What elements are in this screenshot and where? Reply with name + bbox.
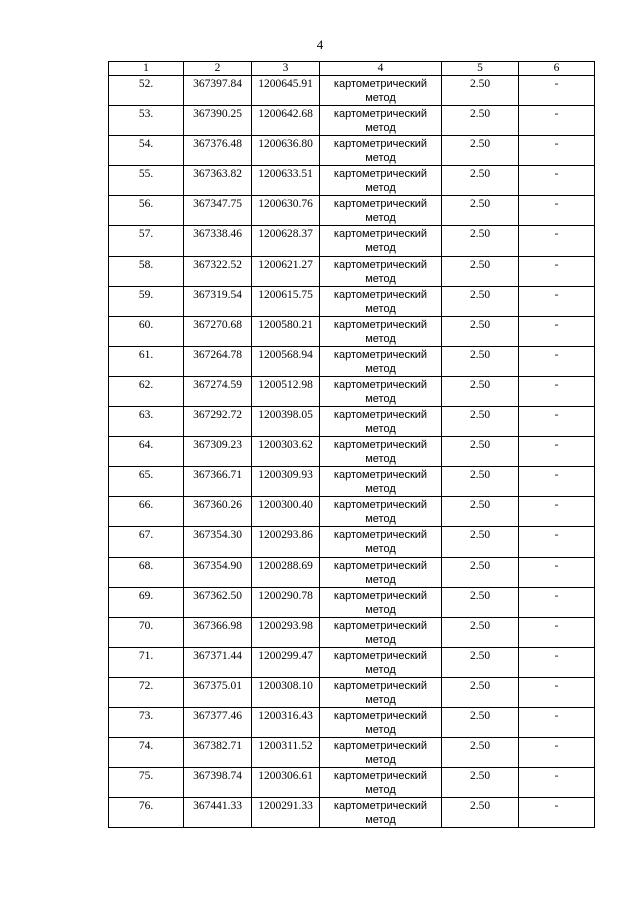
point-number-cell: 76.: [109, 798, 184, 828]
method-line-2: метод: [365, 723, 396, 736]
method-cell: [320, 677, 442, 707]
point-number-cell: 72.: [109, 677, 184, 707]
x-coordinate-cell: 367319.54: [184, 286, 252, 316]
column-header: 4: [320, 62, 442, 76]
table-row: [109, 647, 595, 677]
table-row: [109, 256, 595, 286]
x-coordinate-cell: 367347.75: [184, 196, 252, 226]
x-coordinate-cell: 367322.52: [184, 256, 252, 286]
column-header: 6: [519, 62, 595, 76]
accuracy-cell: 2.50: [442, 407, 519, 437]
x-coordinate-cell: 367371.44: [184, 647, 252, 677]
point-number-cell: 54.: [109, 136, 184, 166]
point-number-cell: 62.: [109, 376, 184, 406]
accuracy-cell: 2.50: [442, 346, 519, 376]
method-line-1: картометрический: [333, 198, 428, 211]
point-number-cell: 61.: [109, 346, 184, 376]
accuracy-cell: 2.50: [442, 677, 519, 707]
table-row: [109, 136, 595, 166]
method-line-2: метод: [365, 573, 396, 586]
table-row: [109, 376, 595, 406]
method-line-2: метод: [365, 543, 396, 556]
accuracy-cell: 2.50: [442, 617, 519, 647]
description-cell: -: [519, 587, 595, 617]
method-line-2: метод: [365, 453, 396, 466]
y-coordinate-cell: 1200303.62: [252, 437, 320, 467]
table-row: [109, 617, 595, 647]
x-coordinate-cell: 367270.68: [184, 316, 252, 346]
y-coordinate-cell: 1200293.98: [252, 617, 320, 647]
method-line-2: метод: [365, 663, 396, 676]
description-cell: -: [519, 76, 595, 106]
accuracy-cell: 2.50: [442, 587, 519, 617]
y-coordinate-cell: 1200645.91: [252, 76, 320, 106]
accuracy-cell: 2.50: [442, 106, 519, 136]
method-cell: [320, 196, 442, 226]
y-coordinate-cell: 1200306.61: [252, 768, 320, 798]
method-line-2: метод: [365, 182, 396, 195]
method-line-2: метод: [365, 302, 396, 315]
method-line-1: картометрический: [333, 108, 428, 121]
accuracy-cell: 2.50: [442, 166, 519, 196]
method-line-1: картометрический: [333, 770, 428, 783]
method-line-1: картометрический: [333, 228, 428, 241]
table-row: [109, 738, 595, 768]
method-cell: [320, 527, 442, 557]
description-cell: -: [519, 256, 595, 286]
point-number-cell: 57.: [109, 226, 184, 256]
y-coordinate-cell: 1200316.43: [252, 707, 320, 737]
accuracy-cell: 2.50: [442, 256, 519, 286]
method-line-1: картометрический: [333, 679, 428, 692]
y-coordinate-cell: 1200290.78: [252, 587, 320, 617]
method-line-1: картометрический: [333, 800, 428, 813]
table-row: [109, 166, 595, 196]
description-cell: -: [519, 677, 595, 707]
method-cell: [320, 617, 442, 647]
method-line-2: метод: [365, 152, 396, 165]
x-coordinate-cell: 367354.90: [184, 557, 252, 587]
point-number-cell: 58.: [109, 256, 184, 286]
method-line-2: метод: [365, 332, 396, 345]
x-coordinate-cell: 367441.33: [184, 798, 252, 828]
x-coordinate-cell: 367309.23: [184, 437, 252, 467]
table-row: [109, 76, 595, 106]
point-number-cell: 75.: [109, 768, 184, 798]
method-line-1: картометрический: [333, 499, 428, 512]
y-coordinate-cell: 1200633.51: [252, 166, 320, 196]
description-cell: -: [519, 467, 595, 497]
method-cell: [320, 226, 442, 256]
description-cell: -: [519, 316, 595, 346]
method-line-2: метод: [365, 784, 396, 797]
y-coordinate-cell: 1200293.86: [252, 527, 320, 557]
accuracy-cell: 2.50: [442, 768, 519, 798]
x-coordinate-cell: 367362.50: [184, 587, 252, 617]
method-line-1: картометрический: [333, 348, 428, 361]
accuracy-cell: 2.50: [442, 557, 519, 587]
y-coordinate-cell: 1200630.76: [252, 196, 320, 226]
point-number-cell: 69.: [109, 587, 184, 617]
method-cell: [320, 407, 442, 437]
method-cell: [320, 557, 442, 587]
y-coordinate-cell: 1200568.94: [252, 346, 320, 376]
y-coordinate-cell: 1200299.47: [252, 647, 320, 677]
description-cell: -: [519, 346, 595, 376]
point-number-cell: 56.: [109, 196, 184, 226]
x-coordinate-cell: 367377.46: [184, 707, 252, 737]
method-cell: [320, 256, 442, 286]
point-number-cell: 64.: [109, 437, 184, 467]
description-cell: -: [519, 527, 595, 557]
y-coordinate-cell: 1200642.68: [252, 106, 320, 136]
accuracy-cell: 2.50: [442, 136, 519, 166]
point-number-cell: 70.: [109, 617, 184, 647]
point-number-cell: 52.: [109, 76, 184, 106]
method-line-2: метод: [365, 122, 396, 135]
description-cell: -: [519, 286, 595, 316]
x-coordinate-cell: 367338.46: [184, 226, 252, 256]
y-coordinate-cell: 1200309.93: [252, 467, 320, 497]
method-cell: [320, 166, 442, 196]
column-header: 1: [109, 62, 184, 76]
method-cell: [320, 76, 442, 106]
description-cell: -: [519, 617, 595, 647]
point-number-cell: 65.: [109, 467, 184, 497]
description-cell: -: [519, 196, 595, 226]
method-line-1: картометрический: [333, 469, 428, 482]
x-coordinate-cell: 367376.48: [184, 136, 252, 166]
method-line-1: картометрический: [333, 529, 428, 542]
table-row: [109, 106, 595, 136]
y-coordinate-cell: 1200628.37: [252, 226, 320, 256]
description-cell: -: [519, 647, 595, 677]
accuracy-cell: 2.50: [442, 196, 519, 226]
method-line-1: картометрический: [333, 709, 428, 722]
method-line-1: картометрический: [333, 409, 428, 422]
y-coordinate-cell: 1200621.27: [252, 256, 320, 286]
description-cell: -: [519, 437, 595, 467]
x-coordinate-cell: 367375.01: [184, 677, 252, 707]
point-number-cell: 74.: [109, 738, 184, 768]
point-number-cell: 53.: [109, 106, 184, 136]
table-row: [109, 497, 595, 527]
table-row: [109, 527, 595, 557]
table-row: [109, 677, 595, 707]
x-coordinate-cell: 367292.72: [184, 407, 252, 437]
description-cell: -: [519, 497, 595, 527]
description-cell: -: [519, 226, 595, 256]
accuracy-cell: 2.50: [442, 467, 519, 497]
y-coordinate-cell: 1200291.33: [252, 798, 320, 828]
x-coordinate-cell: 367382.71: [184, 738, 252, 768]
description-cell: -: [519, 166, 595, 196]
x-coordinate-cell: 367366.98: [184, 617, 252, 647]
accuracy-cell: 2.50: [442, 497, 519, 527]
y-coordinate-cell: 1200398.05: [252, 407, 320, 437]
method-line-1: картометрический: [333, 168, 428, 181]
description-cell: -: [519, 106, 595, 136]
table-row: [109, 196, 595, 226]
method-cell: [320, 587, 442, 617]
method-line-1: картометрический: [333, 78, 428, 90]
point-number-cell: 68.: [109, 557, 184, 587]
method-line-2: метод: [365, 693, 396, 706]
method-cell: [320, 707, 442, 737]
method-line-1: картометрический: [333, 138, 428, 151]
point-number-cell: 63.: [109, 407, 184, 437]
method-line-2: метод: [365, 272, 396, 285]
y-coordinate-cell: 1200300.40: [252, 497, 320, 527]
column-header: 5: [442, 62, 519, 76]
x-coordinate-cell: 367274.59: [184, 376, 252, 406]
point-number-cell: 60.: [109, 316, 184, 346]
method-line-2: метод: [365, 633, 396, 646]
table-row: [109, 226, 595, 256]
page-number: 4: [316, 37, 324, 52]
table-row: [109, 286, 595, 316]
header-row: [109, 62, 595, 76]
table-row: [109, 587, 595, 617]
x-coordinate-cell: 367397.84: [184, 76, 252, 106]
coordinates-table: [108, 61, 595, 828]
point-number-cell: 59.: [109, 286, 184, 316]
column-header: 2: [184, 62, 252, 76]
method-line-1: картометрический: [333, 318, 428, 331]
method-cell: [320, 376, 442, 406]
accuracy-cell: 2.50: [442, 738, 519, 768]
description-cell: -: [519, 136, 595, 166]
description-cell: -: [519, 557, 595, 587]
method-line-1: картометрический: [333, 649, 428, 662]
table-row: [109, 707, 595, 737]
accuracy-cell: 2.50: [442, 798, 519, 828]
y-coordinate-cell: 1200512.98: [252, 376, 320, 406]
column-header: 3: [252, 62, 320, 76]
method-cell: [320, 136, 442, 166]
method-cell: [320, 316, 442, 346]
x-coordinate-cell: 367360.26: [184, 497, 252, 527]
method-line-2: метод: [365, 513, 396, 526]
method-cell: [320, 286, 442, 316]
table-row: [109, 437, 595, 467]
accuracy-cell: 2.50: [442, 76, 519, 106]
table-row: [109, 798, 595, 828]
y-coordinate-cell: 1200636.80: [252, 136, 320, 166]
accuracy-cell: 2.50: [442, 647, 519, 677]
x-coordinate-cell: 367366.71: [184, 467, 252, 497]
method-line-2: метод: [365, 392, 396, 405]
method-cell: [320, 346, 442, 376]
accuracy-cell: 2.50: [442, 707, 519, 737]
method-line-1: картометрический: [333, 258, 428, 271]
point-number-cell: 66.: [109, 497, 184, 527]
method-line-2: метод: [365, 242, 396, 255]
point-number-cell: 73.: [109, 707, 184, 737]
method-cell: [320, 497, 442, 527]
description-cell: -: [519, 376, 595, 406]
method-cell: [320, 798, 442, 828]
accuracy-cell: 2.50: [442, 527, 519, 557]
x-coordinate-cell: 367354.30: [184, 527, 252, 557]
table-row: [109, 346, 595, 376]
accuracy-cell: 2.50: [442, 286, 519, 316]
table-row: [109, 407, 595, 437]
x-coordinate-cell: 367264.78: [184, 346, 252, 376]
description-cell: -: [519, 707, 595, 737]
method-cell: [320, 647, 442, 677]
x-coordinate-cell: 367390.25: [184, 106, 252, 136]
table-row: [109, 768, 595, 798]
method-line-2: метод: [365, 423, 396, 436]
accuracy-cell: 2.50: [442, 316, 519, 346]
table-row: [109, 557, 595, 587]
point-number-cell: 55.: [109, 166, 184, 196]
method-line-1: картометрический: [333, 378, 428, 391]
method-cell: [320, 437, 442, 467]
table-row: [109, 316, 595, 346]
method-cell: [320, 738, 442, 768]
method-line-2: метод: [365, 814, 396, 827]
method-line-1: картометрический: [333, 439, 428, 452]
method-line-1: картометрический: [333, 559, 428, 572]
method-line-1: картометрический: [333, 740, 428, 753]
method-line-1: картометрический: [333, 288, 428, 301]
x-coordinate-cell: 367398.74: [184, 768, 252, 798]
y-coordinate-cell: 1200288.69: [252, 557, 320, 587]
description-cell: -: [519, 798, 595, 828]
method-line-2: метод: [365, 754, 396, 767]
method-line-2: метод: [365, 362, 396, 375]
accuracy-cell: 2.50: [442, 376, 519, 406]
method-line-2: метод: [365, 603, 396, 616]
x-coordinate-cell: 367363.82: [184, 166, 252, 196]
method-line-2: метод: [365, 92, 396, 104]
y-coordinate-cell: 1200308.10: [252, 677, 320, 707]
description-cell: -: [519, 407, 595, 437]
method-line-2: метод: [365, 483, 396, 496]
table-row: [109, 467, 595, 497]
y-coordinate-cell: 1200580.21: [252, 316, 320, 346]
method-line-1: картометрический: [333, 619, 428, 632]
accuracy-cell: 2.50: [442, 226, 519, 256]
point-number-cell: 71.: [109, 647, 184, 677]
method-line-2: метод: [365, 212, 396, 225]
y-coordinate-cell: 1200311.52: [252, 738, 320, 768]
description-cell: -: [519, 738, 595, 768]
description-cell: -: [519, 768, 595, 798]
y-coordinate-cell: 1200615.75: [252, 286, 320, 316]
method-cell: [320, 768, 442, 798]
accuracy-cell: 2.50: [442, 437, 519, 467]
method-line-1: картометрический: [333, 589, 428, 602]
method-cell: [320, 467, 442, 497]
method-cell: [320, 106, 442, 136]
point-number-cell: 67.: [109, 527, 184, 557]
